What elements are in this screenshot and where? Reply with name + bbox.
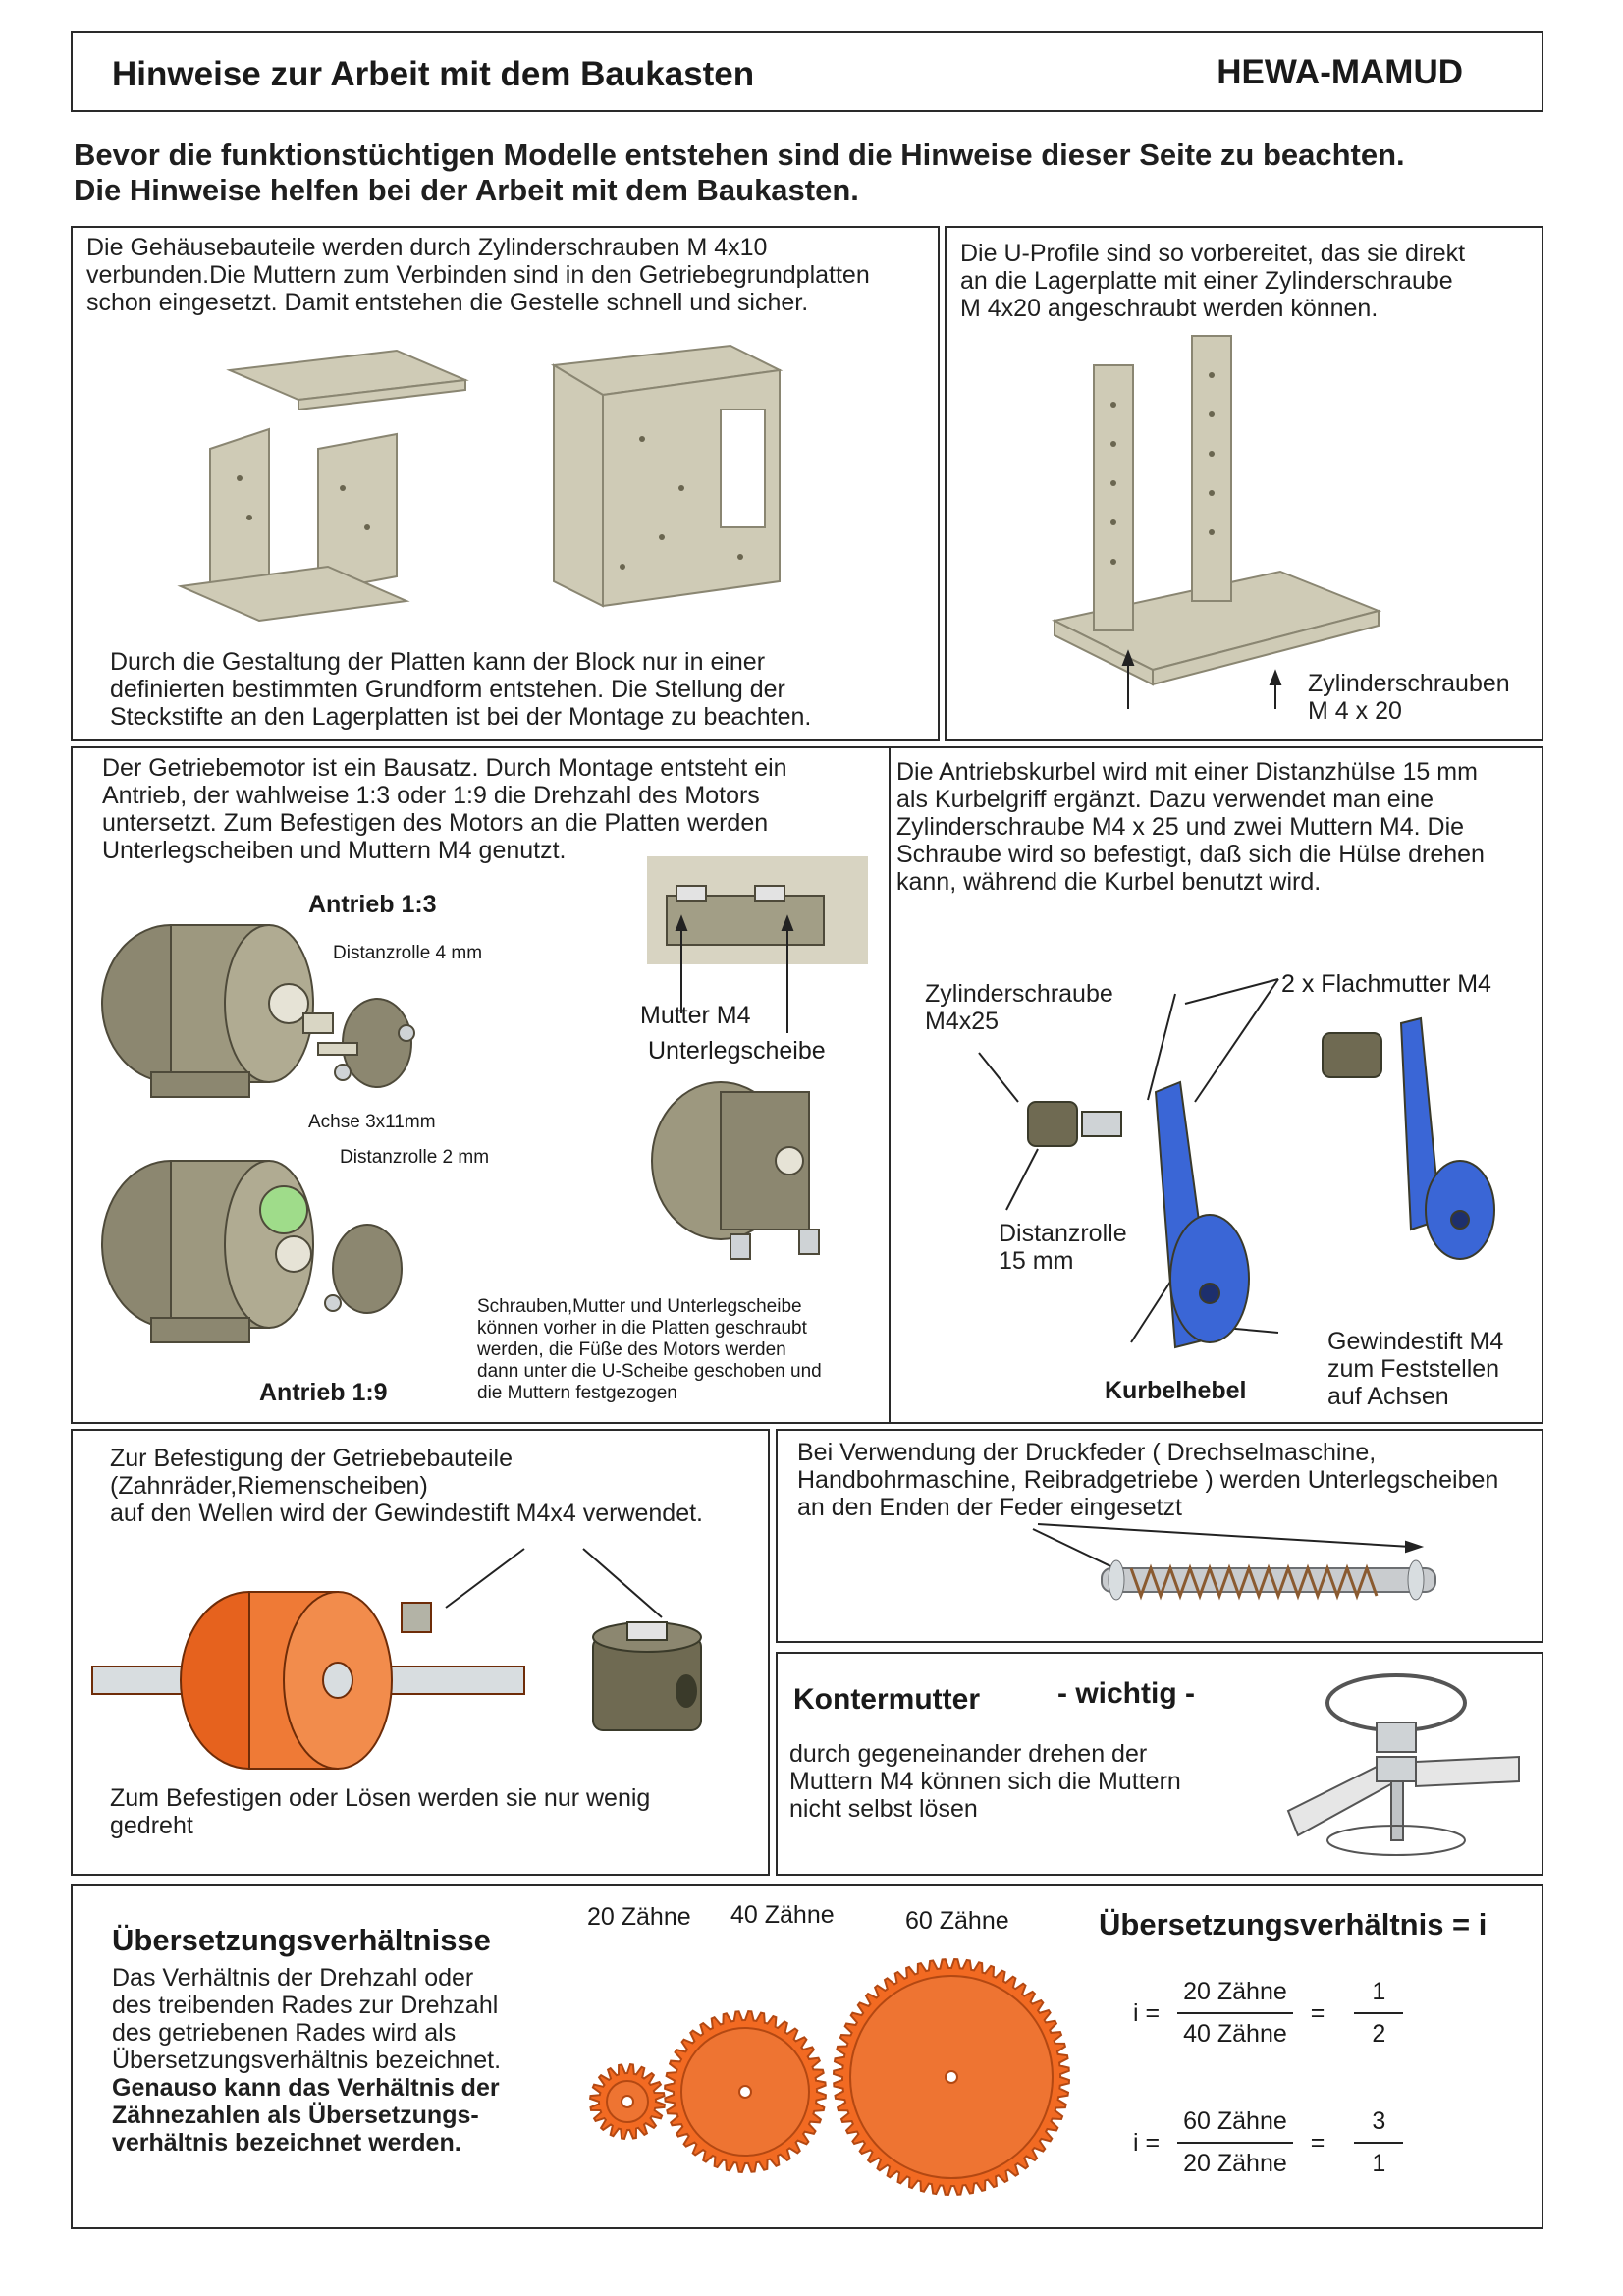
intro-text: Bevor die funktionstüchtigen Modelle entstehen sind die Hinweise dieser Seite zu beachten. Die Hinweise helfen bei der Arbeit mit dem Baukasten.	[74, 137, 1405, 207]
formula-1-i: i =	[1133, 1998, 1161, 2027]
formula-2-rnum: 3	[1354, 2102, 1403, 2144]
fixing-text-bottom: Zum Befestigen oder Lösen werden sie nur wenig gedreht	[110, 1784, 651, 1839]
formula-1-eq: =	[1310, 1998, 1325, 2027]
housing-text-top: Die Gehäusebauteile werden durch Zylinderschrauben M 4x10 verbunden.Die Muttern zum Verbinden sind in den Getriebegrundplatten schon eingesetzt. Damit entstehen die Gestelle schnell und sicher.	[86, 234, 870, 316]
gear-20-teeth-hub	[622, 2096, 633, 2107]
section-uprofile	[945, 226, 1543, 741]
formula-1-den: 40 Zähne	[1183, 2020, 1287, 2048]
gewindestift-label: Gewindestift M4 zum Feststellen auf Achsen	[1327, 1328, 1504, 1410]
zylinderschraube-label: Zylinderschraube M4x25	[925, 980, 1113, 1035]
motor-note: Schrauben,Mutter und Unterlegscheibe können vorher in die Platten geschraubt werden, die Füße des Motors werden dann unter die U-Scheibe geschoben und die Muttern festgezogen	[477, 1296, 822, 1403]
uprofile-arrows	[947, 228, 1545, 743]
motor-text: Der Getriebemotor ist ein Bausatz. Durch Montage entsteht ein Antrieb, der wahlweise 1:3 oder 1:9 die Drehzahl des Motors untersetzt. Zum Befestigen des Motors an die Platten werden Unterlegscheiben und Muttern M4 genutzt.	[102, 754, 787, 864]
gear-label-60: 60 Zähne	[905, 1907, 1009, 1935]
formula-1	[1133, 1972, 1421, 2054]
flachmutter-label: 2 x Flachmutter M4	[1281, 970, 1491, 998]
antrieb-19-label: Antrieb 1:9	[259, 1379, 388, 1406]
housing-plates-image	[171, 341, 956, 635]
uprofile-text: Die U-Profile sind so vorbereitet, das sie direkt an die Lagerplatte mit einer Zylinderschraube M 4x20 angeschraubt werden können.	[960, 240, 1466, 322]
gear-label-40: 40 Zähne	[730, 1901, 835, 1929]
kontermutter-title: Kontermutter	[793, 1683, 981, 1716]
distanzrolle-4-label: Distanzrolle 4 mm	[333, 943, 483, 963]
ratio-text-bold: Genauso kann das Verhältnis der Zähnezahlen als Übersetzungs- verhältnis bezeichnet werden.	[112, 2074, 500, 2157]
distanzrolle-2-label: Distanzrolle 2 mm	[340, 1147, 490, 1168]
section-fixing	[71, 1429, 770, 1876]
ratio-text: Das Verhältnis der Drehzahl oder des treibenden Rades zur Drehzahl des getriebenen Rades wird als Übersetzungsverhältnis bezeichnet.	[112, 1964, 502, 2074]
gear-40-teeth-hub	[739, 2086, 751, 2098]
section-spring	[776, 1429, 1543, 1643]
locknut-image	[1269, 1664, 1534, 1860]
formula-2-fraction	[1177, 2102, 1293, 2184]
brand-name: HEWA-MAMUD	[1217, 53, 1463, 91]
formula-2-i: i =	[1133, 2128, 1161, 2157]
section-locknut	[776, 1652, 1543, 1876]
gear-label-20: 20 Zähne	[587, 1903, 691, 1931]
mutter-m4-label: Mutter M4	[640, 1002, 751, 1029]
antrieb-13-label: Antrieb 1:3	[308, 891, 437, 918]
formula-2-result	[1354, 2102, 1403, 2184]
formula-2-eq: =	[1310, 2128, 1325, 2157]
achse-label: Achse 3x11mm	[308, 1112, 436, 1132]
gears-image	[583, 1944, 1094, 2219]
formula-1-fraction	[1177, 1972, 1293, 2054]
spring-image	[778, 1431, 1545, 1645]
crank-text: Die Antriebskurbel wird mit einer Distanzhülse 15 mm als Kurbelgriff ergänzt. Dazu verwendet man eine Zylinderschraube M4 x 25 und zwei Muttern M4. Die Schraube wird so befestigt, daß sich die Hülse drehen kann, während die Kurbel benutzt wird.	[896, 758, 1485, 896]
housing-text-bottom: Durch die Gestaltung der Platten kann der Block nur in einer definierten bestimmten Grundform entstehen. Die Stellung der Steckstifte an den Lagerplatten ist bei der Montage zu beachten.	[110, 648, 812, 731]
page-title: Hinweise zur Arbeit mit dem Baukasten	[112, 55, 755, 93]
formula-1-rden: 2	[1372, 2020, 1386, 2048]
fixing-text: Zur Befestigung der Getriebebauteile (Zahnräder,Riemenscheiben) auf den Wellen wird der Gewindestift M4x4 verwendet.	[110, 1445, 704, 1527]
uprofile-screw-label: Zylinderschrauben M 4 x 20	[1308, 670, 1510, 725]
unterlegscheibe-label: Unterlegscheibe	[648, 1037, 826, 1065]
formula-2-den: 20 Zähne	[1183, 2150, 1287, 2177]
locknut-text: durch gegeneinander drehen der Muttern M4 können sich die Muttern nicht selbst lösen	[789, 1740, 1181, 1823]
formula-title: Übersetzungsverhältnis = i	[1099, 1907, 1488, 1941]
section-housing	[71, 226, 940, 741]
section-motor	[71, 746, 891, 1424]
kurbelhebel-label: Kurbelhebel	[1105, 1377, 1247, 1404]
distanzrolle-15-label: Distanzrolle 15 mm	[999, 1220, 1127, 1275]
section-ratio	[71, 1884, 1543, 2229]
spring-text: Bei Verwendung der Druckfeder ( Drechselmaschine, Handbohrmaschine, Reibradgetriebe ) werden Unterlegscheiben an den Enden der Feder eingesetzt	[797, 1439, 1499, 1521]
formula-2-rden: 1	[1372, 2150, 1386, 2177]
formula-2-num: 60 Zähne	[1177, 2102, 1293, 2144]
formula-1-num: 20 Zähne	[1177, 1972, 1293, 2014]
gear-60-teeth-hub	[946, 2071, 957, 2083]
formula-2	[1133, 2102, 1421, 2184]
header-bar	[71, 31, 1543, 112]
formula-1-rnum: 1	[1354, 1972, 1403, 2014]
section-crank	[889, 746, 1543, 1424]
formula-1-result	[1354, 1972, 1403, 2054]
motor-assembled-image	[642, 1072, 868, 1269]
wichtig-label: - wichtig -	[1057, 1677, 1195, 1710]
crank-image	[891, 748, 1545, 1426]
ratio-title: Übersetzungsverhältnisse	[112, 1923, 491, 1957]
